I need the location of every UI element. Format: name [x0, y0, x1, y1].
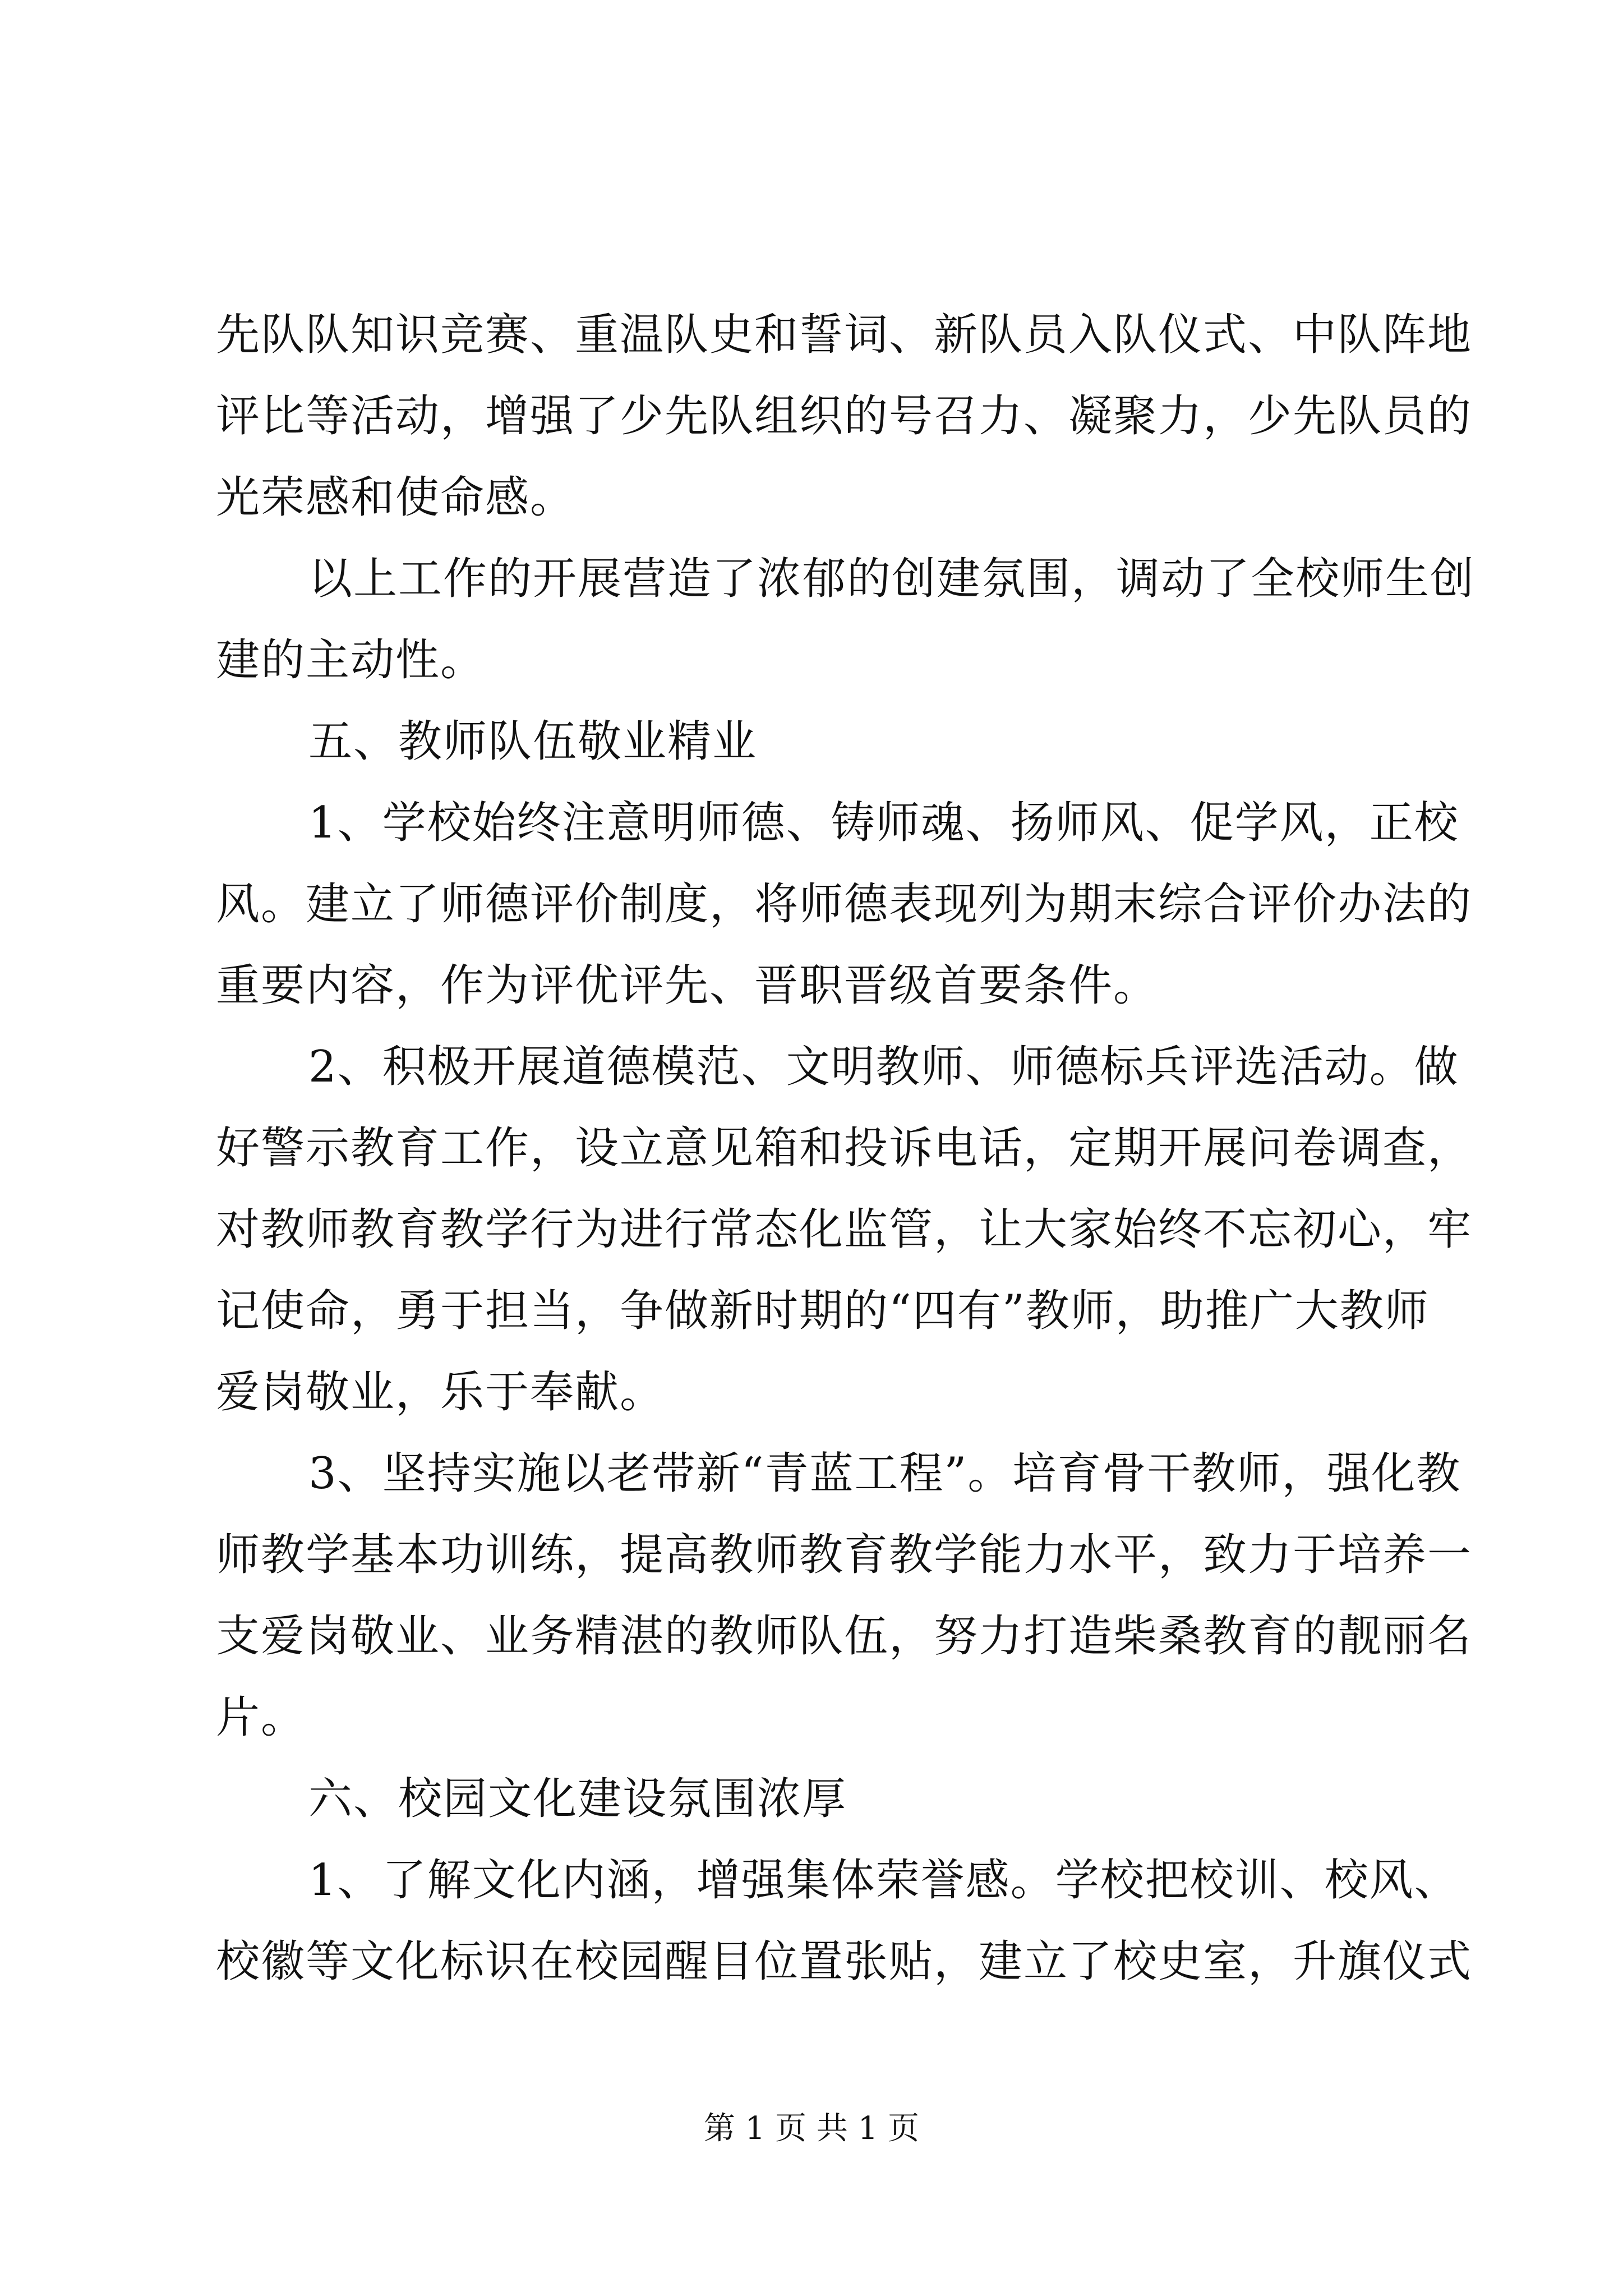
text-line-7: 1、学校始终注意明师德、铸师魂、扬师风、促学风，正校: [308, 798, 1459, 848]
text-line-8: 风。建立了师德评价制度，将师德表现列为期末综合评价办法的: [216, 879, 1473, 930]
text-line-18: 片。: [216, 1692, 306, 1743]
text-line-13: 记使命，勇于担当，争做新时期的“四有”教师，助推广大教师: [216, 1286, 1430, 1336]
text-line-20: 1、了解文化内涵，增强集体荣誉感。学校把校训、校风、: [308, 1855, 1459, 1906]
section-heading-5: 五、教师队伍敬业精业: [308, 716, 758, 767]
page-footer: [0, 2106, 1623, 2151]
text-line-4: 以上工作的开展营造了浓郁的创建氛围，调动了全校师生创: [308, 554, 1476, 604]
document-body: [216, 295, 1476, 2003]
text-line-11: 好警示教育工作，设立意见箱和投诉电话，定期开展问卷调查，: [216, 1123, 1473, 1174]
text-line-17: 支爱岗敬业、业务精湛的教师队伍，努力打造柴桑教育的靓丽名: [216, 1611, 1473, 1662]
text-line-16: 师教学基本功训练，提高教师教育教学能力水平，致力于培养一: [216, 1530, 1473, 1580]
text-line-15: 3、坚持实施以老带新“青蓝工程”。培育骨干教师，强化教: [308, 1448, 1461, 1499]
text-line-12: 对教师教育教学行为进行常态化监管，让大家始终不忘初心，牢: [216, 1204, 1473, 1255]
page-number-label: 第 1 页 共 1 页: [703, 2110, 920, 2147]
text-line-5: 建的主动性。: [216, 635, 486, 685]
text-line-14: 爱岗敬业，乐于奉献。: [216, 1367, 665, 1418]
text-line-9: 重要内容，作为评优评先、晋职晋级首要条件。: [216, 960, 1159, 1011]
text-line-10: 2、积极开展道德模范、文明教师、师德标兵评选活动。做: [308, 1042, 1459, 1092]
text-line-1: 先队队知识竞赛、重温队史和誓词、新队员入队仪式、中队阵地: [216, 310, 1473, 360]
text-line-3: 光荣感和使命感。: [216, 472, 575, 523]
text-line-21: 校徽等文化标识在校园醒目位置张贴，建立了校史室，升旗仪式: [216, 1936, 1473, 1987]
section-heading-6: 六、校园文化建设氛围浓厚: [308, 1774, 847, 1824]
text-line-2: 评比等活动，增强了少先队组织的号召力、凝聚力，少先队员的: [216, 391, 1473, 441]
